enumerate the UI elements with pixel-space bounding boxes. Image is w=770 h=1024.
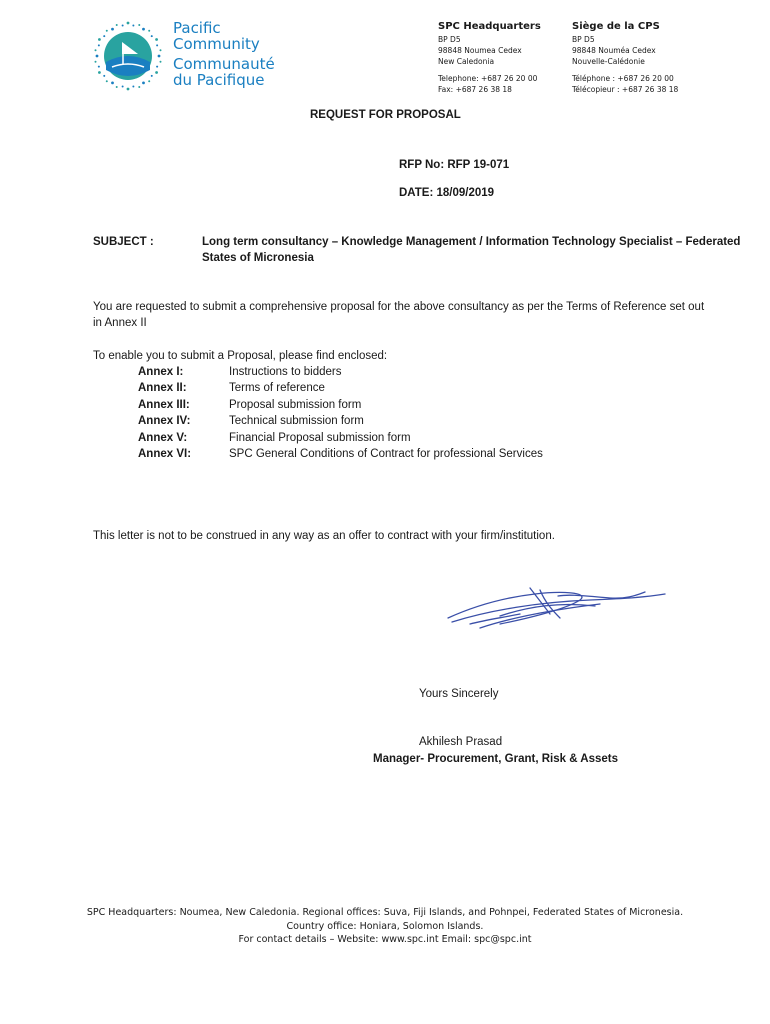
signature-image <box>440 580 670 635</box>
logo-dot <box>127 88 130 91</box>
org-name-en-line1: Pacific <box>173 19 221 37</box>
annex-key: Annex II: <box>138 382 187 395</box>
logo-dot <box>148 80 150 82</box>
annex-item <box>138 364 543 380</box>
logo-dot <box>106 80 108 82</box>
annex-key: Annex V: <box>138 431 188 444</box>
logo-dot <box>95 61 97 63</box>
logo-dot <box>132 24 134 26</box>
logo-dot <box>156 44 158 46</box>
hq-phone: Telephone: +687 26 20 00 <box>438 74 538 83</box>
disclaimer-paragraph: This letter is not to be construed in any way as an offer to contract with your firm/institution. <box>93 530 555 542</box>
rfp-date: DATE: 18/09/2019 <box>399 187 495 199</box>
logo-dot <box>127 22 130 25</box>
hq-line: 98848 Noumea Cedex <box>438 46 522 55</box>
annex-key: Annex IV: <box>138 415 191 428</box>
logo-dot <box>132 86 134 88</box>
annex-value: Instructions to bidders <box>229 366 342 378</box>
annex-item <box>138 430 543 446</box>
logo-dot <box>122 24 124 26</box>
logo-dot <box>103 35 105 37</box>
org-name <box>173 20 275 88</box>
annex-list <box>138 364 543 462</box>
logo-dot <box>155 38 158 41</box>
annex-value: Financial Proposal submission form <box>229 431 411 444</box>
logo-dot <box>98 66 100 68</box>
hq-line: BP D5 <box>572 35 595 44</box>
logo-dot <box>96 55 99 58</box>
hq-line: BP D5 <box>438 35 461 44</box>
closing-salutation: Yours Sincerely <box>419 688 499 700</box>
annex-key: Annex VI: <box>138 447 192 460</box>
annex-value: Terms of reference <box>229 382 325 395</box>
logo-dot <box>116 86 118 88</box>
annex-key: Annex III: <box>138 398 190 411</box>
hq-phone: Téléphone : +687 26 20 00 <box>572 74 674 83</box>
footer-line: For contact details – Website: www.spc.int Email: spc@spc.int <box>238 934 532 945</box>
annex-item <box>138 413 543 429</box>
hq-title-en: SPC Headquarters <box>438 21 541 32</box>
org-name-fr-line1: Communauté <box>173 55 275 73</box>
logo-dot <box>155 71 158 74</box>
page-footer <box>0 906 770 947</box>
logo-dot <box>98 44 100 46</box>
subject-text: Long term consultancy – Knowledge Management / Information Technology Specialist – Federated States of Micronesia <box>202 236 741 264</box>
hq-fax: Fax: +687 26 38 18 <box>438 85 512 94</box>
logo-dot <box>98 38 101 41</box>
annex-value: Technical submission form <box>229 415 364 428</box>
intro-paragraph: You are requested to submit a comprehensive proposal for the above consultancy as per the Terms of Reference set out in Annex II <box>93 301 705 329</box>
org-name-fr-line2: du Pacifique <box>173 71 265 89</box>
logo-dot <box>116 24 118 26</box>
footer-line: Country office: Honiara, Solomon Islands. <box>286 920 484 932</box>
hq-title-fr: Siège de la CPS <box>572 21 660 32</box>
logo-dot <box>98 71 101 74</box>
logo-dot <box>103 75 105 77</box>
logo-dot <box>142 28 145 31</box>
logo-dot <box>159 61 161 63</box>
logo-dot <box>151 75 153 77</box>
annex-item <box>138 380 543 396</box>
annex-value: Proposal submission form <box>229 398 362 411</box>
logo-dot <box>138 24 140 26</box>
hq-address-fr <box>572 20 678 95</box>
footer-line: SPC Headquarters: Noumea, New Caledonia. Regional offices: Suva, Fiji Islands, and Pohnpei, Federated States of Micronesia. <box>86 907 684 918</box>
document-title: REQUEST FOR PROPOSAL <box>310 109 461 121</box>
logo-dot <box>111 28 114 31</box>
hq-line: 98848 Nouméa Cedex <box>572 46 656 55</box>
subject-label: SUBJECT : <box>93 236 154 248</box>
signer-name: Akhilesh Prasad <box>419 736 503 748</box>
signer-title: Manager- Procurement, Grant, Risk & Assets <box>373 753 618 765</box>
logo-dot <box>148 30 150 32</box>
logo-dot <box>138 86 140 88</box>
org-name-en-line2: Community <box>173 35 260 53</box>
spc-logo <box>92 20 164 92</box>
hq-line: New Caledonia <box>438 57 495 66</box>
hq-line: Nouvelle-Calédonie <box>572 57 645 66</box>
logo-dot <box>151 35 153 37</box>
logo-dot <box>111 81 114 84</box>
logo-dot <box>158 55 161 58</box>
annex-item <box>138 397 543 413</box>
logo-dot <box>122 86 124 88</box>
hq-fax: Télécopieur : +687 26 38 18 <box>572 85 679 94</box>
rfp-number: RFP No: RFP 19-071 <box>399 159 510 171</box>
logo-dot <box>95 49 97 51</box>
annex-value: SPC General Conditions of Contract for professional Services <box>229 447 543 460</box>
logo-dot <box>106 30 108 32</box>
annex-item <box>138 446 543 462</box>
hq-address-en <box>438 20 541 95</box>
enclosure-intro: To enable you to submit a Proposal, please find enclosed: <box>93 350 388 362</box>
annex-key: Annex I: <box>138 366 184 378</box>
logo-dot <box>159 49 161 51</box>
logo-dot <box>156 66 158 68</box>
logo-dot <box>142 81 145 84</box>
